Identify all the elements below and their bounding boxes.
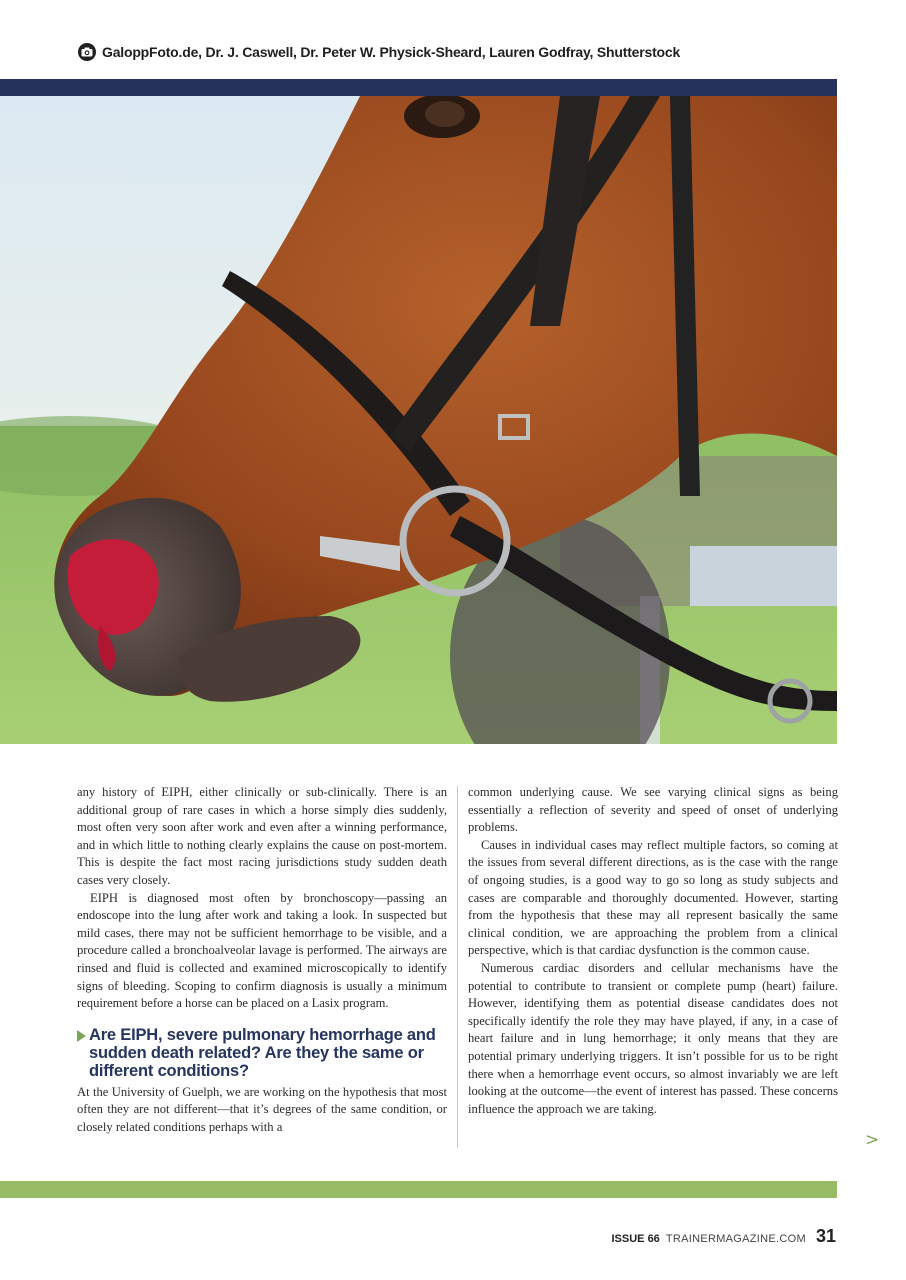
photo-credit: [78, 42, 680, 62]
subheading: Are EIPH, severe pulmonary hemorrhage and sudden death related? Are they the same or different conditions?: [89, 1025, 436, 1080]
horse-photo: [0, 96, 837, 744]
subheading-block: [77, 1026, 447, 1080]
bottom-green-bar: [0, 1181, 837, 1198]
right-paragraph-2: Causes in individual cases may reflect multiple factors, so coming at the issues from several different directions, as is the case with the range of ongoing studies, is a good way to go so long as study subjects and cases are comparable and thoroughly documented. However, starting from the hypothesis that these may all represent basically the same clinical condition, we are approaching the problem from a clinical perspective, which is that cardiac dysfunction is the common cause.: [468, 837, 838, 958]
left-paragraph-1: any history of EIPH, either clinically or sub-clinically. There is an additional group of rare cases in which a horse simply dies suddenly, most often very soon after work and even after a winning performance, and in which little to nothing clearly explains the cause on post-mortem. This is despite the fact most racing jurisdictions study sudden death cases very closely.: [77, 785, 447, 887]
continue-arrow-icon: >: [865, 1130, 880, 1150]
left-column: [77, 784, 447, 1137]
left-paragraph-3: At the University of Guelph, we are working on the hypothesis that most often they are not different—that it’s degrees of the same condition, or closely related conditions perhaps with a: [77, 1084, 447, 1134]
right-column: [468, 784, 838, 1118]
triangle-bullet-icon: [77, 1030, 86, 1042]
issue-label: ISSUE 66: [611, 1233, 660, 1245]
right-paragraph-3: Numerous cardiac disorders and cellular mechanisms have the potential to contribute to transient or complete pump (heart) failure. However, identifying them as potential disease candidates does not specifically identify the role they may have played, if any, in a case of heart failure and in lung hemorrhage; it only means that they are potential primary underlying triggers. It isn’t possible for us to be right there when a hemorrhage event occurs, so almost invariably we are left looking at the outcome—the event of interest has passed. These concerns influence the approach we are taking.: [468, 960, 838, 1116]
page-footer: [612, 1226, 837, 1247]
camera-icon: [78, 43, 96, 61]
column-divider: [457, 786, 458, 1148]
page-number: 31: [815, 1226, 836, 1246]
top-navy-bar: [0, 79, 837, 96]
credit-text: GaloppFoto.de, Dr. J. Caswell, Dr. Peter W. Physick-Sheard, Lauren Godfray, Shutterstock: [102, 44, 681, 60]
site-url: TRAINERMAGAZINE.COM: [665, 1233, 806, 1245]
right-paragraph-1: common underlying cause. We see varying clinical signs as being essentially a reflection of severity and speed of onset of underlying problems.: [468, 785, 838, 835]
left-paragraph-2: EIPH is diagnosed most often by bronchoscopy—passing an endoscope into the lung after work and taking a look. In suspected but mild cases, there may not be sufficient hemorrhage to be visible, and a procedure called a bronchoalveolar lavage is performed. The airways are rinsed and fluid is collected and examined microscopically to identify signs of bleeding. Scoping to confirm diagnosis is usually a minimum requirement before a horse can be placed on a Lasix program.: [77, 890, 447, 1011]
